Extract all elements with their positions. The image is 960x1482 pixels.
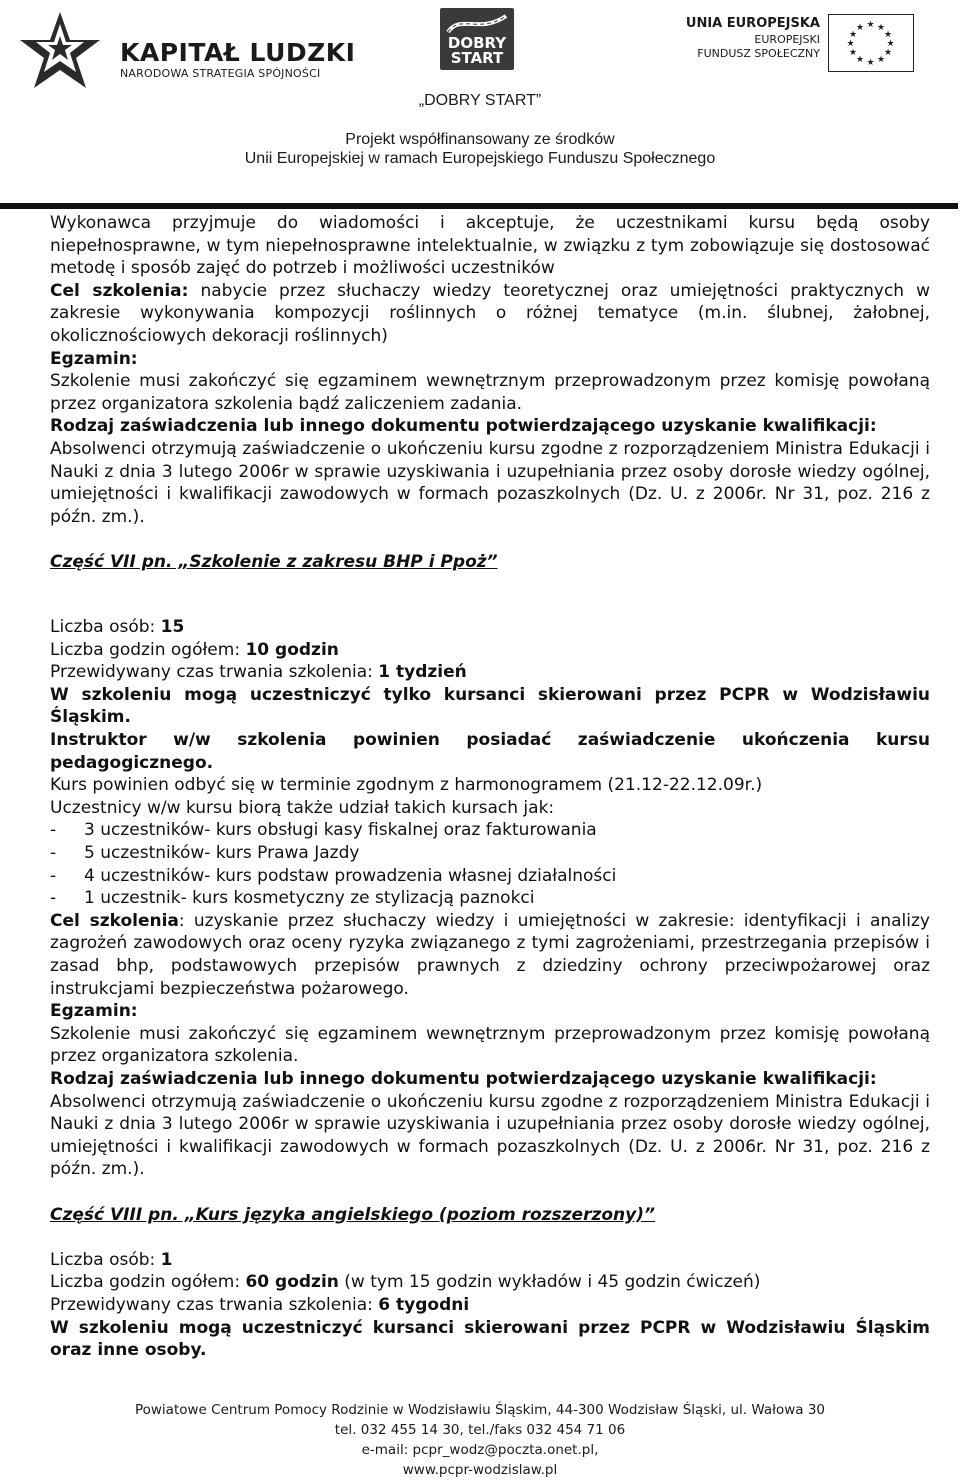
svg-text:★: ★ [855, 55, 865, 65]
intro-exam-label: Egzamin: [50, 348, 138, 369]
svg-text:★: ★ [866, 58, 875, 68]
part7-cert-text: Absolwenci otrzymują zaświadczenie o ukończeniu kursu zgodne z rozporządzeniem Ministra Edukacji i Nauki z dnia 3 lutego 2006r w sprawie uzyskiwania i uzupełniania przez osoby dorosłe wiedzy ogólnej, umiejętności i kwalifikacji zawodowych w formach pozaszkolnych (Dz. U. z 2006r. Nr 31, poz. 216 z późn. zm.). [50, 1091, 930, 1180]
eu-label-line3: FUNDUSZ SPOŁECZNY [697, 47, 820, 60]
intro-exam-text: Szkolenie musi zakończyć się egzaminem wewnętrznym przeprowadzonym przez komisję powołaną przez organizatora szkolenia bądź zaliczeniem zadania. [50, 371, 930, 414]
list-dash: - [50, 865, 57, 886]
part7-participants: W szkoleniu mogą uczestniczyć tylko kursanci skierowani przez PCPR w Wodzisławiu Śląskim. [50, 684, 930, 728]
list-item [50, 887, 930, 910]
part8-duration [50, 1294, 930, 1317]
part8-hours-label: Liczba godzin ogółem: [50, 1272, 246, 1293]
spacer [50, 528, 930, 551]
spacer [50, 1181, 930, 1204]
part8-hours-note: (w tym 15 godzin wykładów i 45 godzin ćwiczeń) [338, 1272, 761, 1293]
svg-text:★: ★ [866, 20, 875, 30]
list-dash: - [50, 820, 57, 841]
part8-participants: W szkoleniu mogą uczestniczyć kursanci skierowani przez PCPR w Wodzisławiu Śląskim oraz inne osoby. [50, 1317, 930, 1361]
project-name: „DOBRY START” [418, 92, 542, 109]
intro-cert-text: Absolwenci otrzymują zaświadczenie o ukończeniu kursu zgodne z rozporządzeniem Ministra Edukacji i Nauki z dnia 3 lutego 2006r w sprawie uzyskiwania i uzupełniania przez osoby dorosłe wiedzy ogólnej, umiejętności i kwalifikacji zawodowych w formach pozaszkolnych (Dz. U. z 2006r. Nr 31, poz. 216 z późn. zm.). [50, 438, 930, 527]
list-item-text: 3 uczestników- kurs obsługi kasy fiskalnej oraz fakturowania [84, 820, 597, 841]
part7-schedule: Kurs powinien odbyć się w terminie zgodnym z harmonogramem (21.12-22.12.09r.) [50, 775, 763, 796]
document-body [50, 212, 930, 1362]
part7-persons-label: Liczba osób: [50, 617, 161, 638]
intro-goal-label: Cel szkolenia: [50, 280, 189, 301]
eu-flag-icon [828, 14, 914, 72]
svg-text:★: ★ [883, 30, 893, 40]
list-item-text: 1 uczestnik- kurs kosmetyczny ze stylizacją paznokci [84, 888, 535, 909]
part7-instructor: Instruktor w/w szkolenia powinien posiadać zaświadczenie ukończenia kursu pedagogicznego. [50, 730, 930, 773]
eu-label-line2: EUROPEJSKI [754, 33, 820, 46]
kapital-ludzki-title: KAPITAŁ LUDZKI [120, 38, 356, 67]
kapital-ludzki-star-icon [20, 10, 104, 90]
dobry-start-logo [440, 8, 514, 70]
svg-text:★: ★ [846, 39, 855, 49]
svg-text:★: ★ [876, 55, 886, 65]
svg-text:★: ★ [886, 39, 895, 49]
part7-title: Część VII pn. „Szkolenie z zakresu BHP i Ppoż” [50, 551, 498, 572]
part7-persons-value: 15 [160, 617, 185, 638]
footer-phone: tel. 032 455 14 30, tel./faks 032 454 71 06 [334, 1422, 626, 1438]
part7-hours [50, 639, 930, 662]
kapital-ludzki-logo [20, 10, 356, 90]
cofinance-line-1: Projekt współfinansowany ze środków [345, 131, 615, 148]
part8-title: Część VIII pn. „Kurs języka angielskiego (poziom rozszerzony)” [50, 1204, 655, 1225]
part7-hours-label: Liczba godzin ogółem: [50, 639, 246, 660]
dobry-start-logo-line1: DOBRY [447, 34, 507, 52]
part8-persons-value: 1 [160, 1249, 173, 1270]
eu-label-line1: UNIA EUROPEJSKA [685, 16, 820, 31]
svg-text:★: ★ [855, 23, 865, 33]
list-item-text: 4 uczestników- kurs podstaw prowadzenia własnej działalności [84, 865, 617, 886]
part7-persons [50, 616, 930, 639]
svg-text:★: ★ [883, 48, 893, 58]
list-dash: - [50, 888, 57, 909]
page-footer [0, 1400, 960, 1480]
part7-duration [50, 661, 930, 684]
intro-goal [50, 280, 930, 348]
svg-text:★: ★ [848, 48, 858, 58]
intro-paragraph: Wykonawca przyjmuje do wiadomości i akceptuje, że uczestnikami kursu będą osoby niepełnosprawne, w tym niepełnosprawne intelektualnie, w związku z tym zobowiązuje się dostosować metodę i sposób zajęć do potrzeb i możliwości uczestników [50, 213, 930, 279]
header-divider [0, 203, 958, 209]
part8-persons-label: Liczba osób: [50, 1249, 161, 1270]
part7-goal-text: : uzyskanie przez słuchaczy wiedzy i umiejętności w zakresie: identyfikacji i analizy zagrożeń zawodowych oraz oceny ryzyka związanego z tymi zagrożeniami, przestrzegania przepisów i zasad bhp, podstawowych przepisów prawnych z dziedziny ochrony przeciwpożarowej oraz instrukcjami bezpieczeństwa pożarowego. [50, 910, 930, 999]
spacer [50, 596, 930, 616]
part7-goal-label: Cel szkolenia [50, 910, 179, 931]
part8-duration-value: 6 tygodni [378, 1294, 470, 1315]
part7-exam-label: Egzamin: [50, 1001, 138, 1022]
list-dash: - [50, 843, 57, 864]
road-curve-icon [440, 12, 514, 36]
part7-duration-label: Przewidywany czas trwania szkolenia: [50, 662, 379, 683]
spacer [50, 574, 930, 597]
part7-hours-value: 10 godzin [245, 639, 339, 660]
cofinance-line-2: Unii Europejskiej w ramach Europejskiego Funduszu Społecznego [244, 150, 716, 167]
svg-text:★: ★ [848, 30, 858, 40]
part7-goal [50, 910, 930, 1000]
kapital-ludzki-subtitle: NARODOWA STRATEGIA SPÓJNOŚCI [120, 67, 321, 80]
footer-address: Powiatowe Centrum Pomocy Rodzinie w Wodzisławiu Śląskim, 44-300 Wodzisław Śląski, ul. Wałowa 30 [134, 1402, 826, 1418]
part7-also: Uczestnicy w/w kursu biorą także udział takich kursach jak: [50, 797, 555, 818]
footer-website: www.pcpr-wodzislaw.pl [402, 1462, 558, 1478]
intro-cert-label: Rodzaj zaświadczenia lub innego dokumentu potwierdzającego uzyskanie kwalifikacji: [50, 416, 877, 437]
part7-cert-label: Rodzaj zaświadczenia lub innego dokumentu potwierdzającego uzyskanie kwalifikacji: [50, 1068, 877, 1089]
list-item-text: 5 uczestników- kurs Prawa Jazdy [84, 843, 360, 864]
list-item [50, 819, 930, 842]
part8-hours [50, 1271, 930, 1294]
part7-duration-value: 1 tydzień [378, 662, 467, 683]
part7-course-list [50, 819, 930, 909]
page-header [0, 0, 960, 210]
spacer [50, 1226, 930, 1249]
list-item [50, 842, 930, 865]
list-item [50, 865, 930, 888]
footer-email: e-mail: pcpr_wodz@poczta.onet.pl, [361, 1442, 599, 1458]
dobry-start-logo-line2: START [450, 49, 504, 67]
intro-goal-text: nabycie przez słuchaczy wiedzy teoretycznej oraz umiejętności praktycznych w zakresie wykonywania kompozycji roślinnych o różnej tematyce (m.in. ślubnej, żałobnej, okolicznościowych dekoracji roślinnych) [50, 280, 930, 346]
svg-text:★: ★ [876, 23, 886, 33]
part8-hours-value: 60 godzin [245, 1272, 339, 1293]
part8-duration-label: Przewidywany czas trwania szkolenia: [50, 1294, 379, 1315]
part8-persons [50, 1249, 930, 1272]
part7-exam-text: Szkolenie musi zakończyć się egzaminem wewnętrznym przeprowadzonym przez komisję powołaną przez organizatora szkolenia. [50, 1023, 930, 1067]
